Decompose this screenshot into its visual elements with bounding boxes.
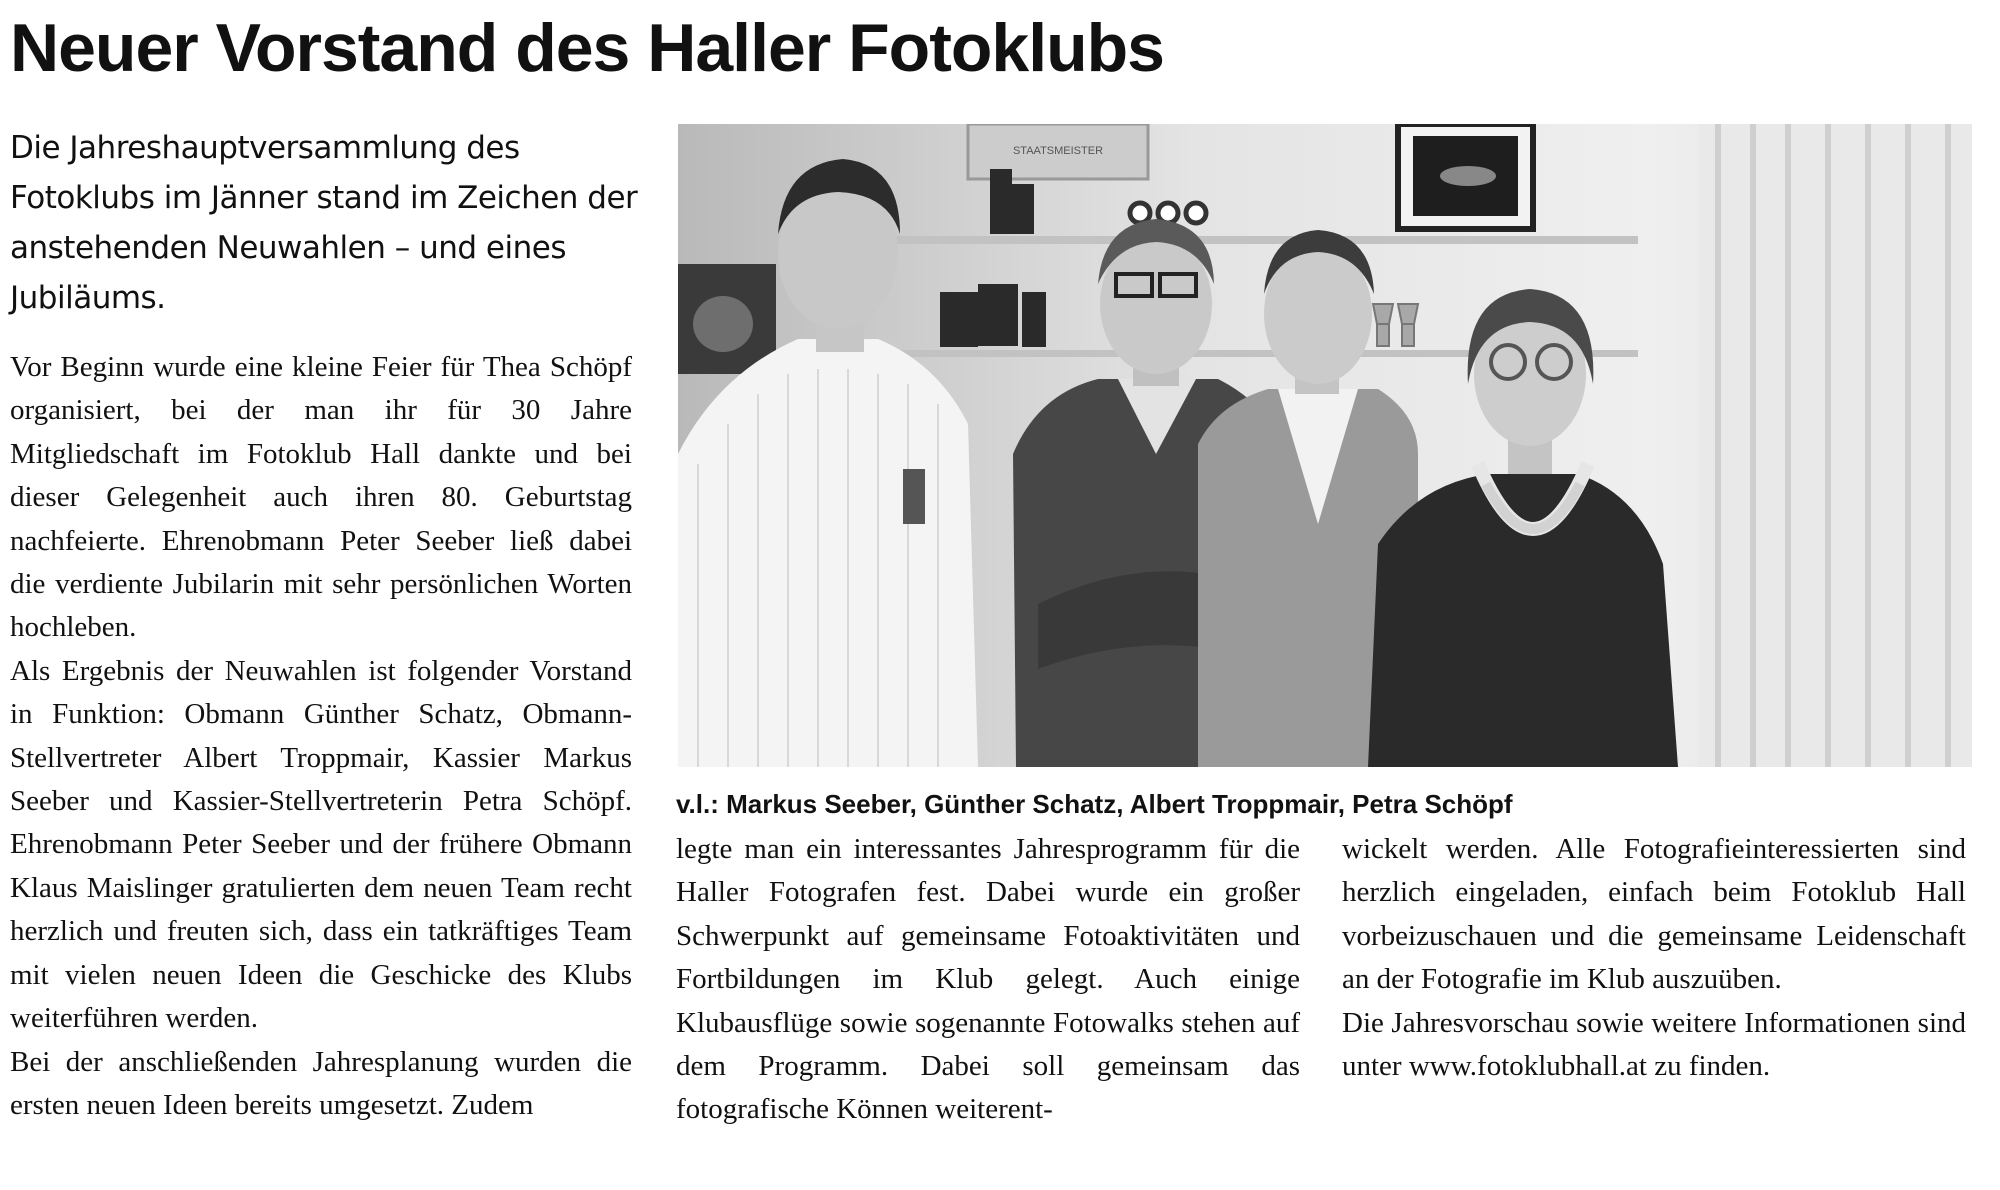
body-paragraph: Die Jahresvorschau sowie weitere Informationen sind unter www.fotoklubhall.at zu finden. bbox=[1342, 1006, 1966, 1083]
certificate-text: STAATSMEISTER bbox=[1012, 145, 1104, 157]
body-paragraph: Bei der anschließenden Jahresplanung wurden die ersten neuen Ideen bereits umgesetzt. Zudem bbox=[10, 1045, 632, 1121]
body-paragraph: Als Ergebnis der Neuwahlen ist folgender Vorstand in Funktion: Obmann Günther Schatz, Obmann-Stellvertreter Albert Troppmair, Kassier Markus Seeber und Kassier-Stellvertreterin Petra Schöpf. Ehrenobmann Peter Seeber und der frühere Obmann Klaus Maislinger gratulierten dem neuen Team recht herzlich und freuten sich, dass ein tatkräftiges Team mit vielen neuen Ideen die Geschicke des Klubs weiterführen werden. bbox=[10, 654, 632, 1035]
group-photo bbox=[678, 124, 1972, 767]
photo-caption: v.l.: Markus Seeber, Günther Schatz, Albert Troppmair, Petra Schöpf bbox=[676, 789, 1513, 819]
body-paragraph: Vor Beginn wurde eine kleine Feier für Thea Schöpf organisiert, bei der man ihr für 30 Jahre Mitgliedschaft im Fotoklub Hall dankte und bei dieser Gelegenheit auch ihren 80. Geburtstag nachfeierte. Ehrenobmann Peter Seeber ließ dabei die verdiente Jubilarin mit sehr persönlichen Worten hochleben. bbox=[10, 351, 632, 644]
body-column-2 bbox=[676, 828, 1300, 1132]
body-column-1 bbox=[10, 346, 632, 1127]
headline: Neuer Vorstand des Haller Fotoklubs bbox=[10, 10, 1165, 86]
body-paragraph: wickelt werden. Alle Fotografieinteressierten sind herzlich eingeladen, einfach beim Fotoklub Hall vorbeizuschauen und die gemeinsame Leidenschaft an der Fotografie im Klub auszuüben. bbox=[1342, 833, 1966, 996]
body-paragraph: legte man ein interessantes Jahresprogramm für die Haller Fotografen fest. Dabei wurde ein großer Schwerpunkt auf gemeinsame Fotoaktivitäten und Fortbildungen im Klub gelegt. Auch einige Klubausflüge sowie sogenannte Fotowalks stehen auf dem Programm. Dabei soll gemeinsam das fotografische Können weiterent- bbox=[676, 833, 1300, 1126]
lead-paragraph: Die Jahreshauptversammlung des Fotoklubs im Jänner stand im Zeichen der anstehenden Neuwahlen – und eines Jubiläums. bbox=[10, 130, 638, 316]
body-column-3 bbox=[1342, 828, 1966, 1088]
